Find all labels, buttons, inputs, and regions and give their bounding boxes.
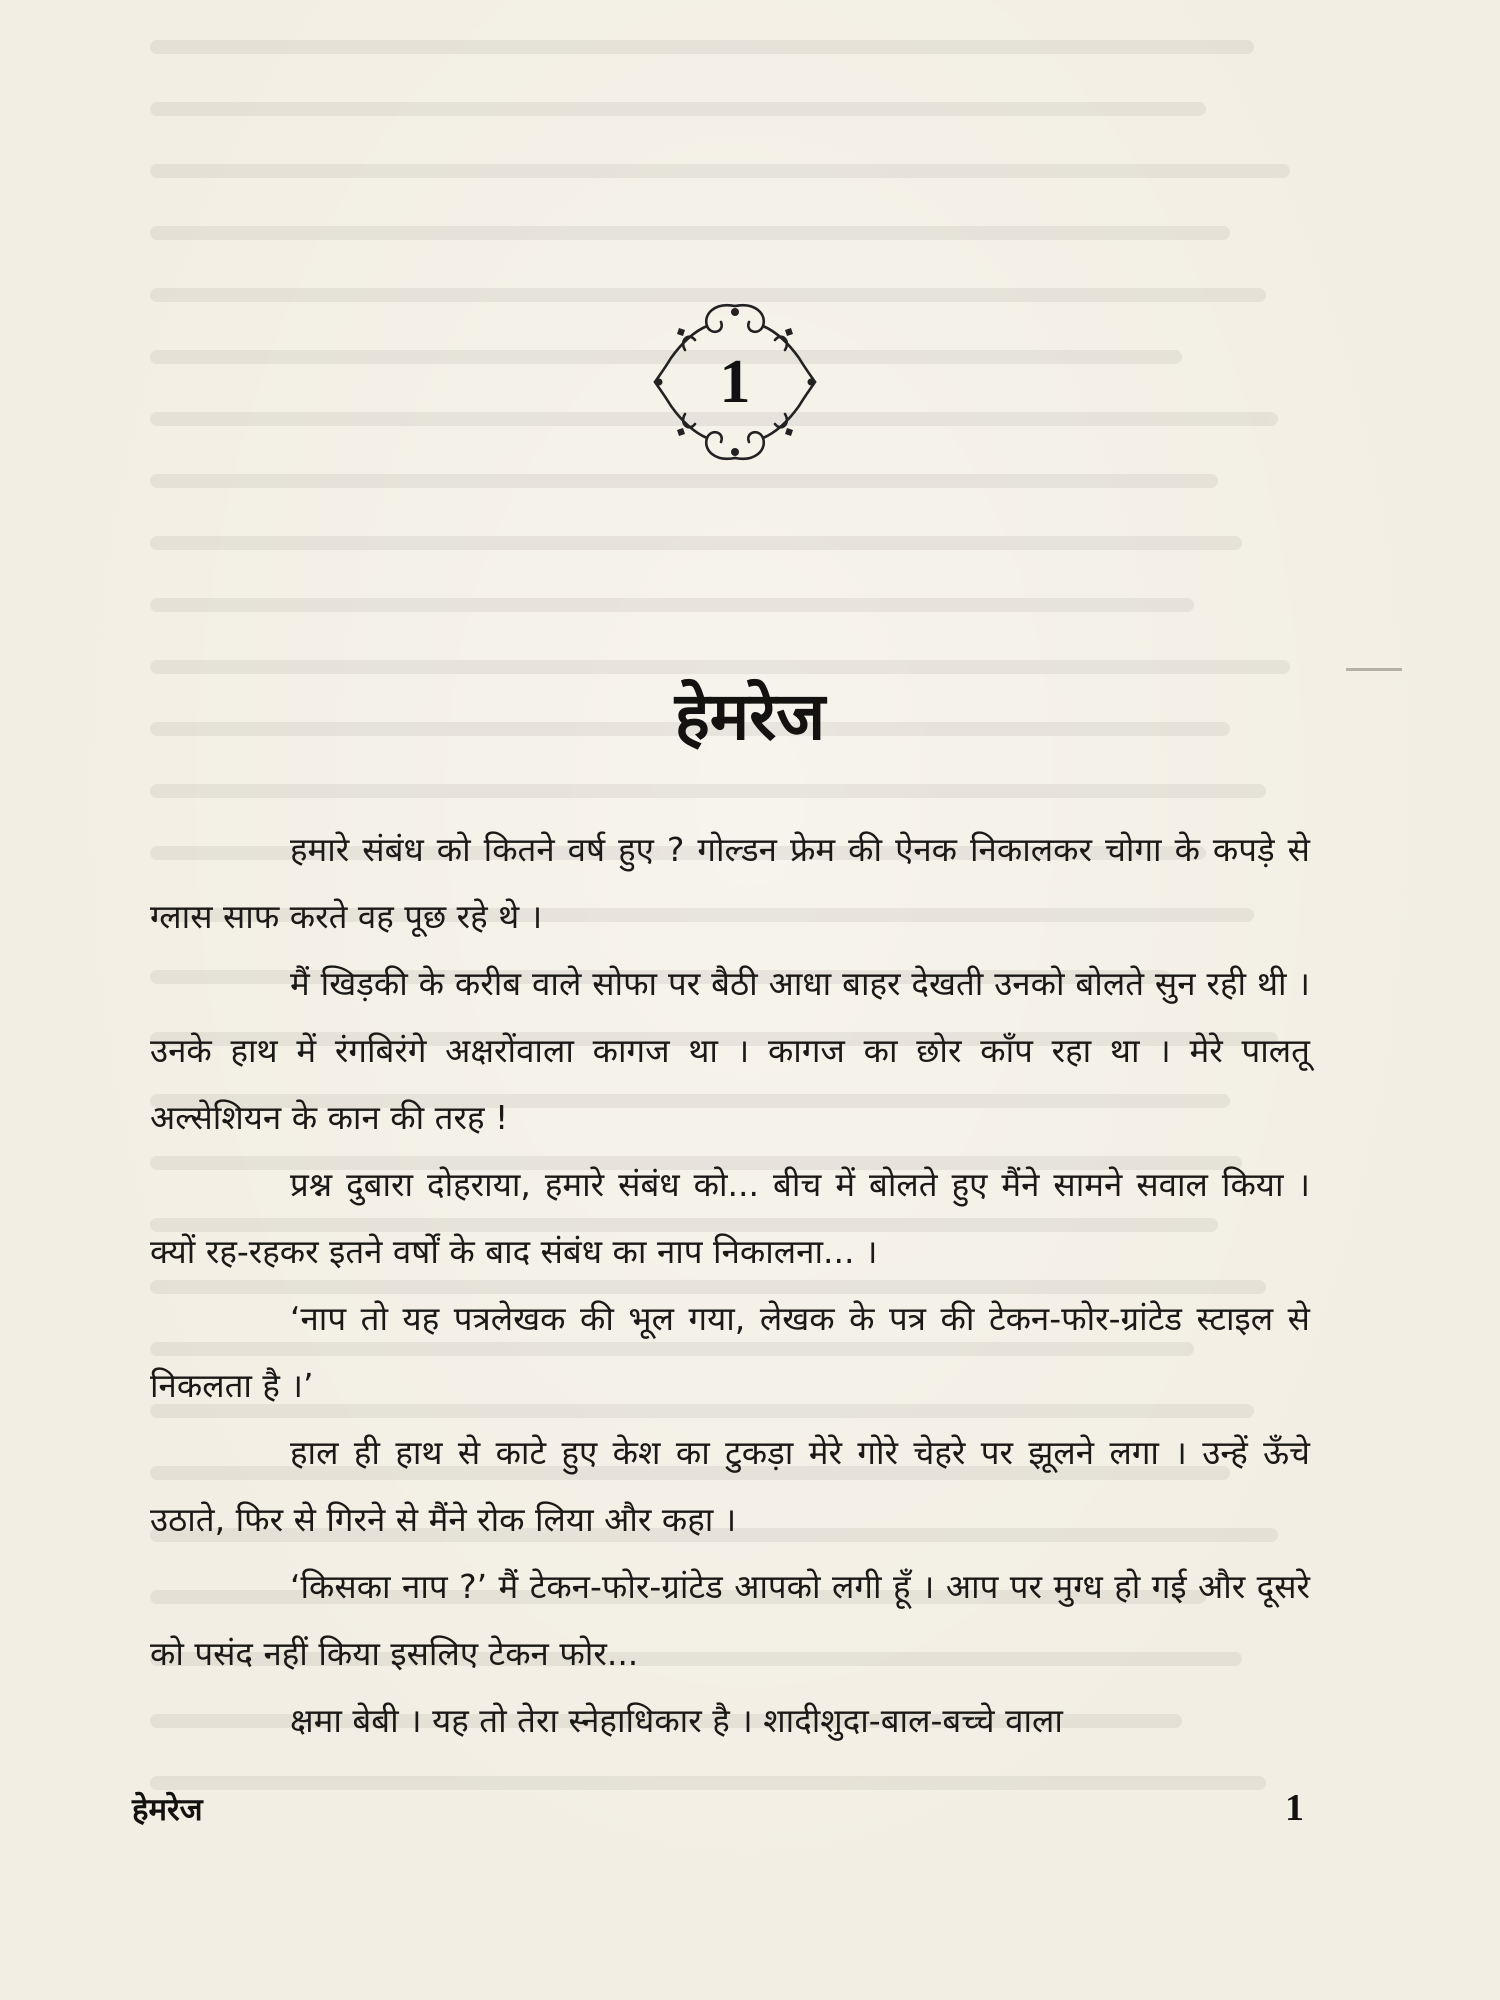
running-footer-title: हेमरेज — [132, 1792, 203, 1828]
chapter-number: 1 — [719, 347, 751, 416]
paragraph: हाल ही हाथ से काटे हुए केश का टुकड़ा मेरे गोरे चेहरे पर झूलने लगा । उन्हें ऊँचे उठाते, फिर से गिरने से मैंने रोक लिया और कहा । — [150, 1433, 1310, 1539]
paragraph: ‘किसका नाप ?’ मैं टेकन-फोर-ग्रांटेड आपको लगी हूँ । आप पर मुग्ध हो गई और दूसरे को पसंद नहीं किया इसलिए टेकन फोर... — [150, 1567, 1310, 1673]
chapter-body — [150, 816, 1310, 1754]
paragraph: मैं खिड़की के करीब वाले सोफा पर बैठी आधा बाहर देखती उनको बोलते सुन रही थी । उनके हाथ में रंगबिरंगे अक्षरोंवाला कागज था । कागज का छोर काँप रहा था । मेरे पालतू अल्सेशियन के कान की तरह ! — [150, 964, 1310, 1137]
paragraph: ‘नाप तो यह पत्रलेखक की भूल गया, लेखक के पत्र की टेकन-फोर-ग्रांटेड स्टाइल से निकलता है ।’ — [150, 1299, 1310, 1405]
paragraph: क्षमा बेबी । यह तो तेरा स्नेहाधिकार है । शादीशुदा-बाल-बच्चे वाला — [290, 1701, 1063, 1740]
page-number: 1 — [1285, 1787, 1304, 1829]
paragraph: प्रश्न दुबारा दोहराया, हमारे संबंध को... बीच में बोलते हुए मैंने सामने सवाल किया । क्यों रह-रहकर इतने वर्षों के बाद संबंध का नाप निकालना... । — [150, 1165, 1310, 1271]
page-edge-mark — [1346, 668, 1402, 671]
chapter-title: हेमरेज — [674, 678, 826, 755]
paragraph: हमारे संबंध को कितने वर्ष हुए ? गोल्डन फ्रेम की ऐनक निकालकर चोगा के कपड़े से ग्लास साफ करते वह पूछ रहे थे । — [150, 830, 1310, 936]
